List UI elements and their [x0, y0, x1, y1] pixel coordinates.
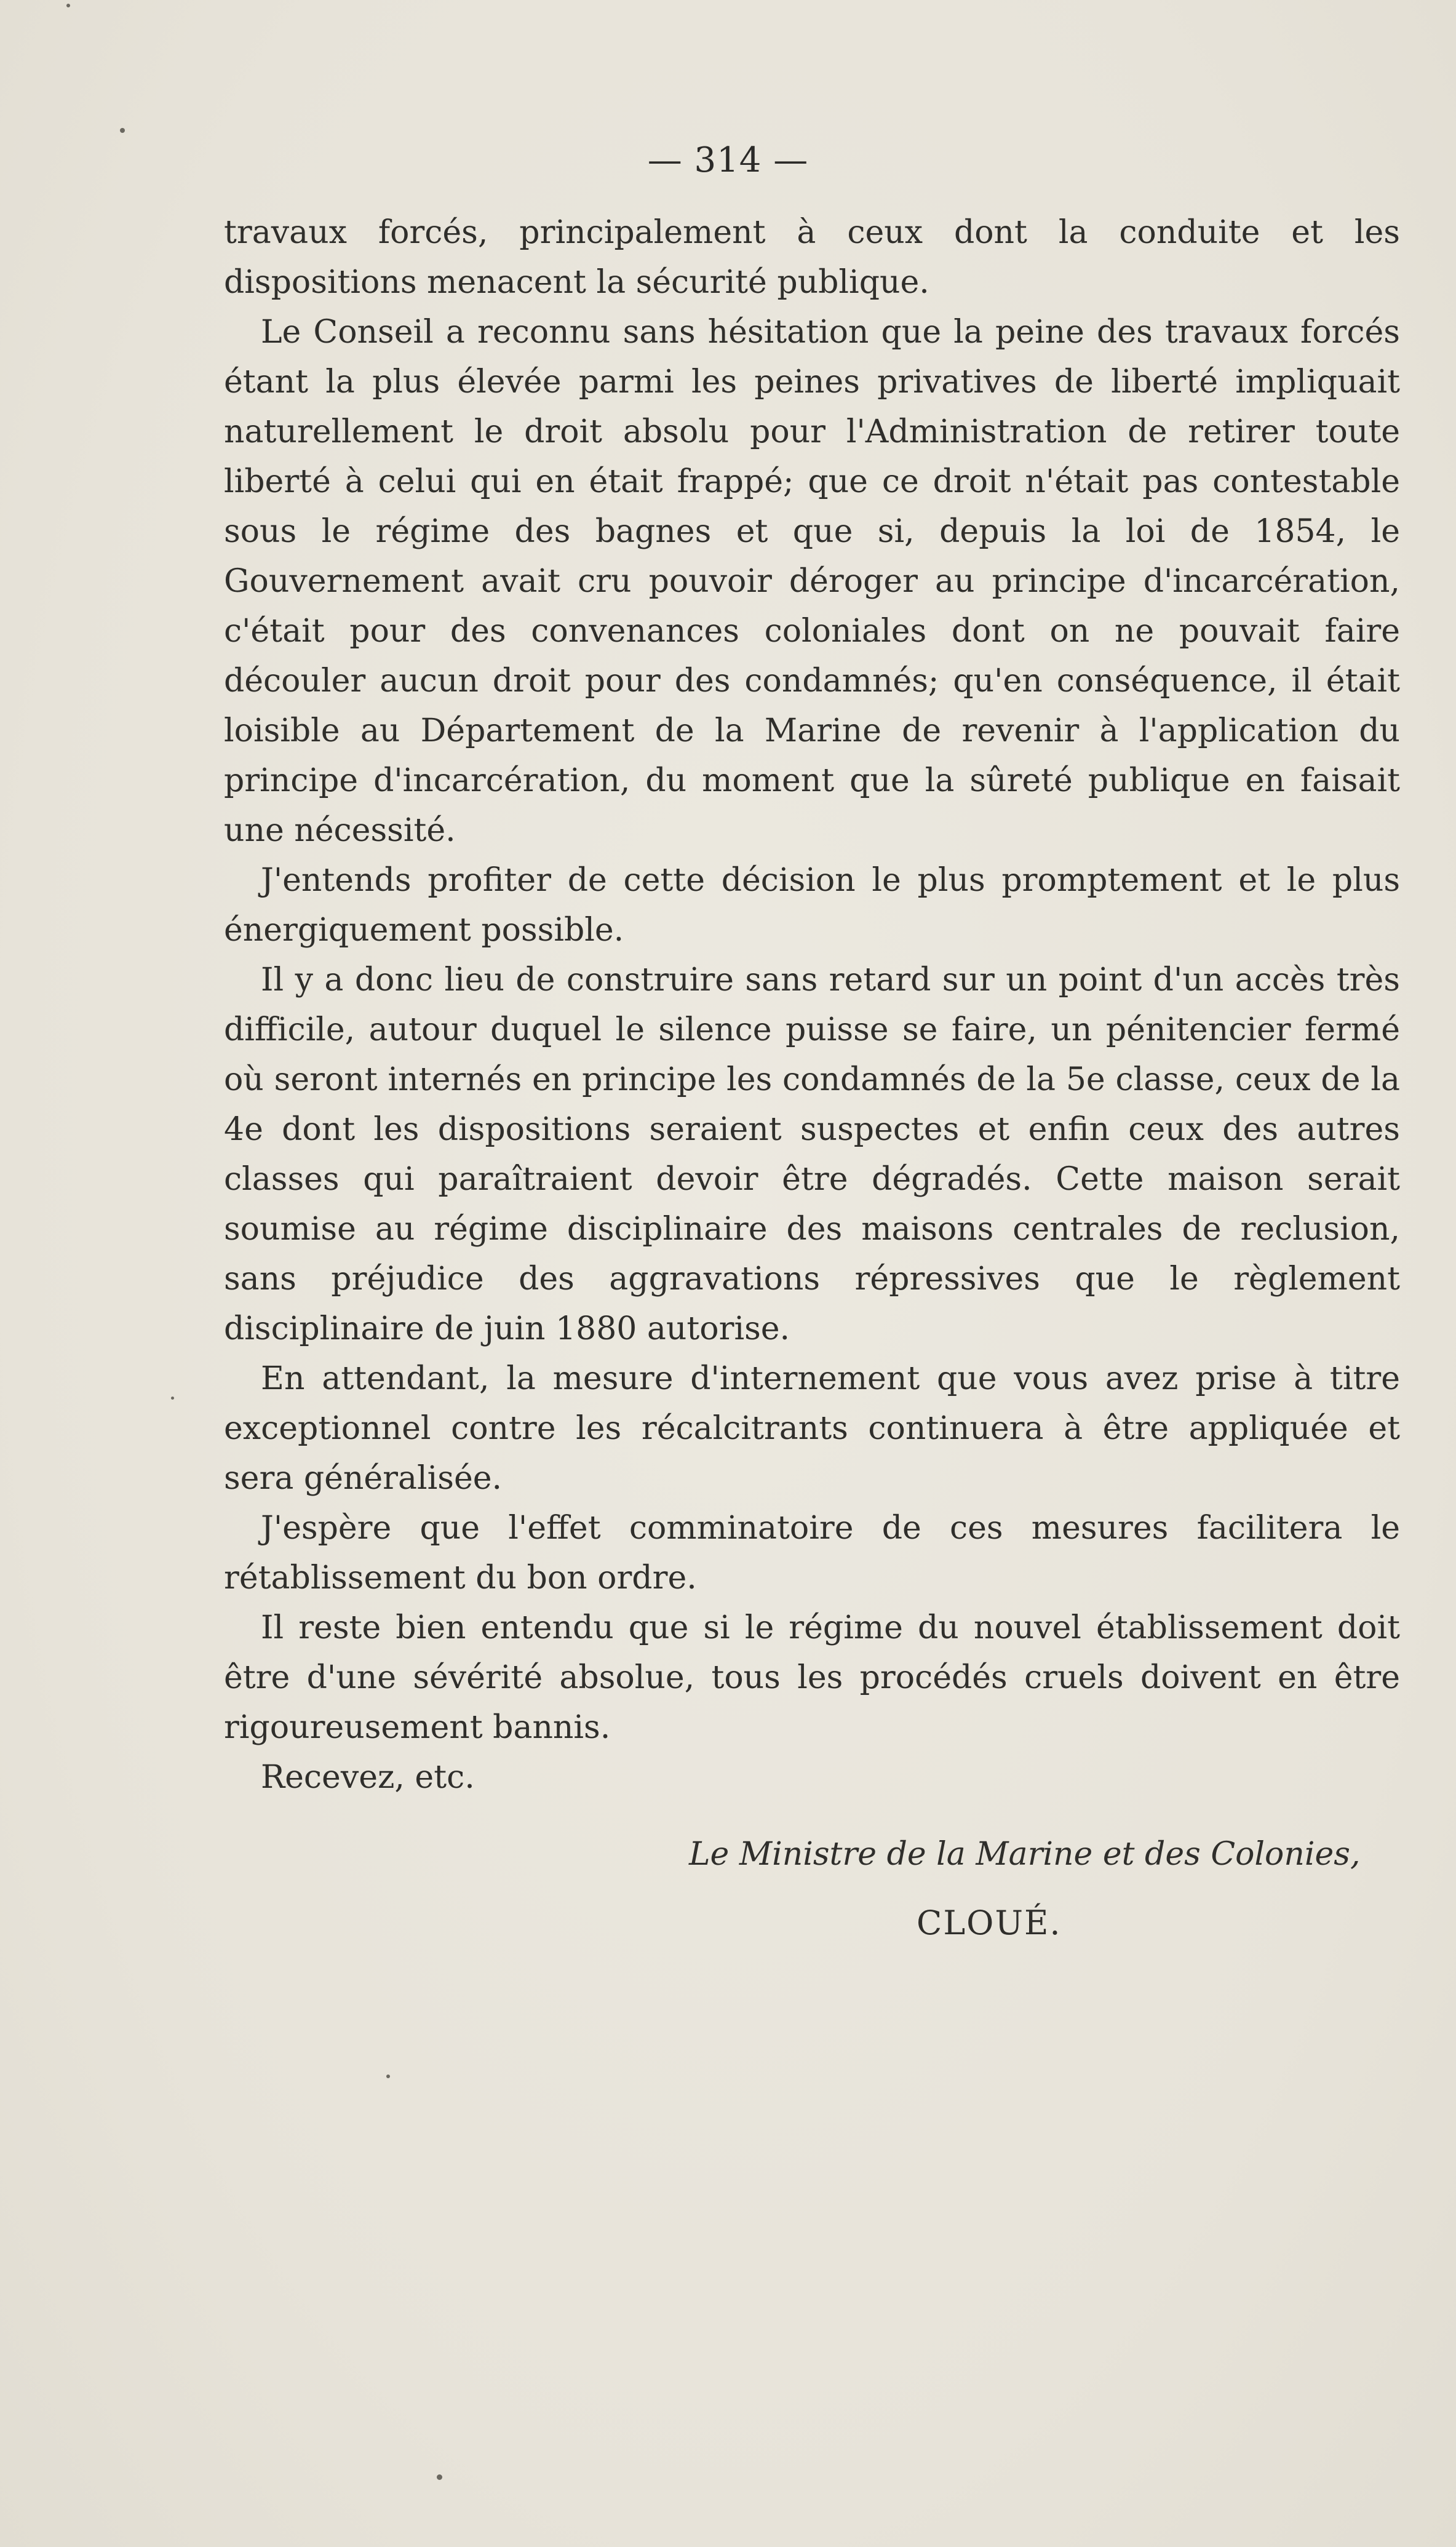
signature-name: CLOUÉ.	[917, 1903, 1062, 1942]
paper-speck	[437, 2474, 442, 2480]
paragraph-1: travaux forcés, principalement à ceux dont la conduite et les dispositions menacent la sécurité publique.	[224, 214, 1400, 301]
paragraph-8: Recevez, etc.	[261, 1759, 475, 1796]
paper-speck	[386, 2075, 390, 2078]
paragraph-4: Il y a donc lieu de construire sans retard sur un point d'un accès très difficile, autour duquel le silence puisse se faire, un pénitencier fermé où seront internés en principe les condamnés de la 5e classe, ceux de la 4e dont les dispositions seraient suspectes et enfin ceux des autres classes qui paraîtraient devoir être dégradés. Cette maison serait soumise au régime disciplinaire des maisons centrales de reclusion, sans préjudice des aggravations répressives que le règlement disciplinaire de juin 1880 autorise.	[224, 962, 1400, 1347]
paper-speck	[66, 4, 70, 7]
paragraph-7: Il reste bien entendu que si le régime du nouvel établissement doit être d'une sévérité absolue, tous les procédés cruels doivent en être rigoureusement bannis.	[224, 1609, 1400, 1746]
paragraph-2: Le Conseil a reconnu sans hésitation que la peine des travaux forcés étant la plus élevée parmi les peines privatives de liberté impliquait naturellement le droit absolu pour l'Administration de retirer toute liberté à celui qui en était frappé; que ce droit n'était pas contestable sous le régime des bagnes et que si, depuis la loi de 1854, le Gouvernement avait cru pouvoir déroger au principe d'incarcération, c'était pour des convenances coloniales dont on ne pouvait faire découler aucun droit pour des condamnés; qu'en conséquence, il était loisible au Département de la Marine de revenir à l'application du principe d'incarcération, du moment que la sûreté publique en faisait une nécessité.	[224, 314, 1400, 849]
paper-speck	[120, 128, 125, 133]
paper-speck	[171, 1397, 174, 1400]
body-text	[224, 208, 1400, 1803]
paragraph-3: J'entends profiter de cette décision le plus promptement et le plus énergiquement possible.	[224, 862, 1400, 949]
paragraph-5: En attendant, la mesure d'internement que vous avez prise à titre exceptionnel contre les récalcitrants continuera à être appliquée et sera généralisée.	[224, 1360, 1400, 1497]
signature-title: Le Ministre de la Marine et des Colonies,	[689, 1836, 1361, 1873]
page-number: — 314 —	[647, 140, 809, 180]
paragraph-6: J'espère que l'effet comminatoire de ces mesures facilitera le rétablissement du bon ordre.	[224, 1510, 1400, 1596]
